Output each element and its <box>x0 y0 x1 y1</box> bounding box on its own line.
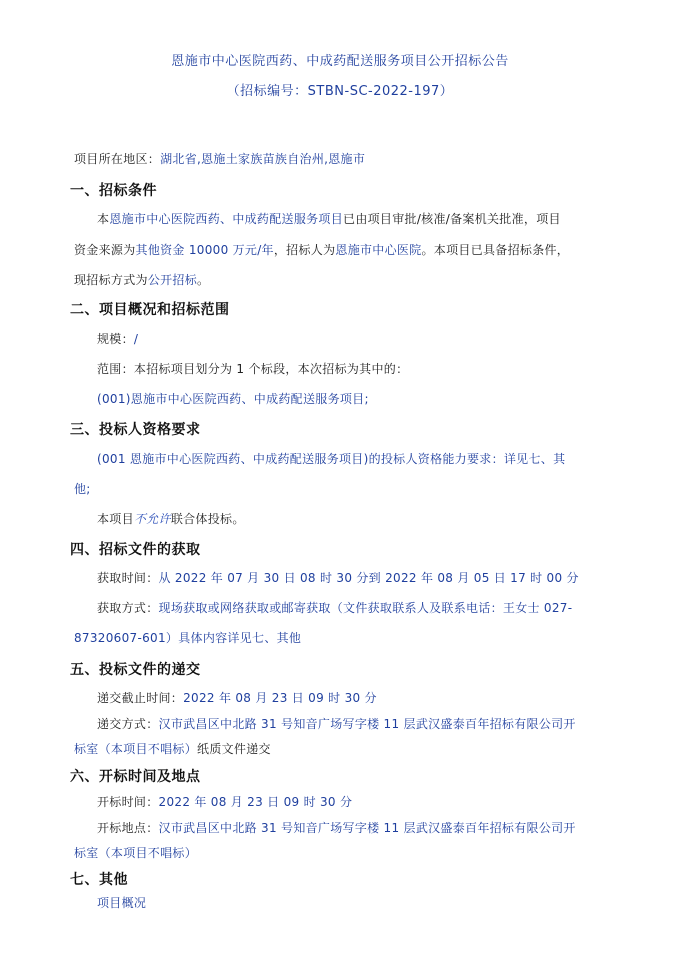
s1-line-2: 资金来源为其他资金 10000 万元/年，招标人为恩施市中心医院。本项目已具备招标条件， <box>74 243 570 257</box>
submit-method-line: 递交方式：汉市武昌区中北路 31 号知音广场写字楼 11 层武汉盛泰百年招标有限公司开 <box>97 717 576 731</box>
section-heading-3: 三、投标人资格要求 <box>70 422 201 438</box>
tenderer: 恩施市中心医院 <box>335 243 422 257</box>
section-heading-6: 六、开标时间及地点 <box>70 769 201 785</box>
project-region <box>74 151 614 167</box>
document-title: 恩施市中心医院西药、中成药配送服务项目公开招标公告 <box>171 54 509 69</box>
s1-line-1: 本恩施市中心医院西药、中成药配送服务项目已由项目审批/核准/备案机关批准，项目 <box>97 212 561 226</box>
obtain-method-line-2: 87320607-601）具体内容详见七、其他 <box>74 631 302 645</box>
project-name: 恩施市中心医院西药、中成药配送服务项目 <box>109 212 344 226</box>
section-heading-7: 七、其他 <box>70 872 128 888</box>
project-number: （招标编号：STBN-SC-2022-197） <box>226 84 454 99</box>
scope-line: 范围：本招标项目划分为 1 个标段，本次招标为其中的： <box>97 362 409 376</box>
region-label: 项目所在地区： <box>74 152 161 166</box>
qualification-line-1: (001 恩施市中心医院西药、中成药配送服务项目)的投标人资格能力要求：详见七、其 <box>97 452 566 466</box>
obtain-method-line: 获取方式：现场获取或网络获取或邮寄获取（文件获取联系人及联系电话：王女士 027- <box>97 601 573 615</box>
open-place-line-2: 标室（本项目不唱标） <box>74 846 198 860</box>
section-heading-1: 一、招标条件 <box>70 183 157 199</box>
qualification-line-2: 他; <box>74 482 91 496</box>
obtain-time-line: 获取时间：从 2022 年 07 月 30 日 08 时 30 分到 2022 年 08 月 05 日 17 时 00 分 <box>97 571 579 585</box>
open-place-line: 开标地点：汉市武昌区中北路 31 号知音广场写字楼 11 层武汉盛泰百年招标有限公司开 <box>97 821 576 835</box>
project-overview-subheading: 项目概况 <box>97 896 147 910</box>
section-heading-4: 四、招标文件的获取 <box>70 542 201 558</box>
funding-source: 其他资金 10000 万元/年 <box>135 243 274 257</box>
region-value: 湖北省,恩施土家族苗族自治州,恩施市 <box>160 152 366 166</box>
section-heading-2: 二、项目概况和招标范围 <box>70 302 230 318</box>
lot-line: (001)恩施市中心医院西药、中成药配送服务项目; <box>97 392 369 406</box>
submit-method-line-2: 标室（本项目不唱标）纸质文件递交 <box>74 742 271 756</box>
tender-method: 公开招标 <box>147 273 198 287</box>
scale-line: 规模：/ <box>97 332 139 346</box>
section-heading-5: 五、投标文件的递交 <box>70 662 201 678</box>
open-time-line: 开标时间：2022 年 08 月 23 日 09 时 30 分 <box>97 795 353 809</box>
s1-line-3: 现招标方式为公开招标。 <box>74 273 210 287</box>
submit-deadline-line: 递交截止时间：2022 年 08 月 23 日 09 时 30 分 <box>97 691 377 705</box>
consortium-line: 本项目不允许联合体投标。 <box>97 512 245 526</box>
